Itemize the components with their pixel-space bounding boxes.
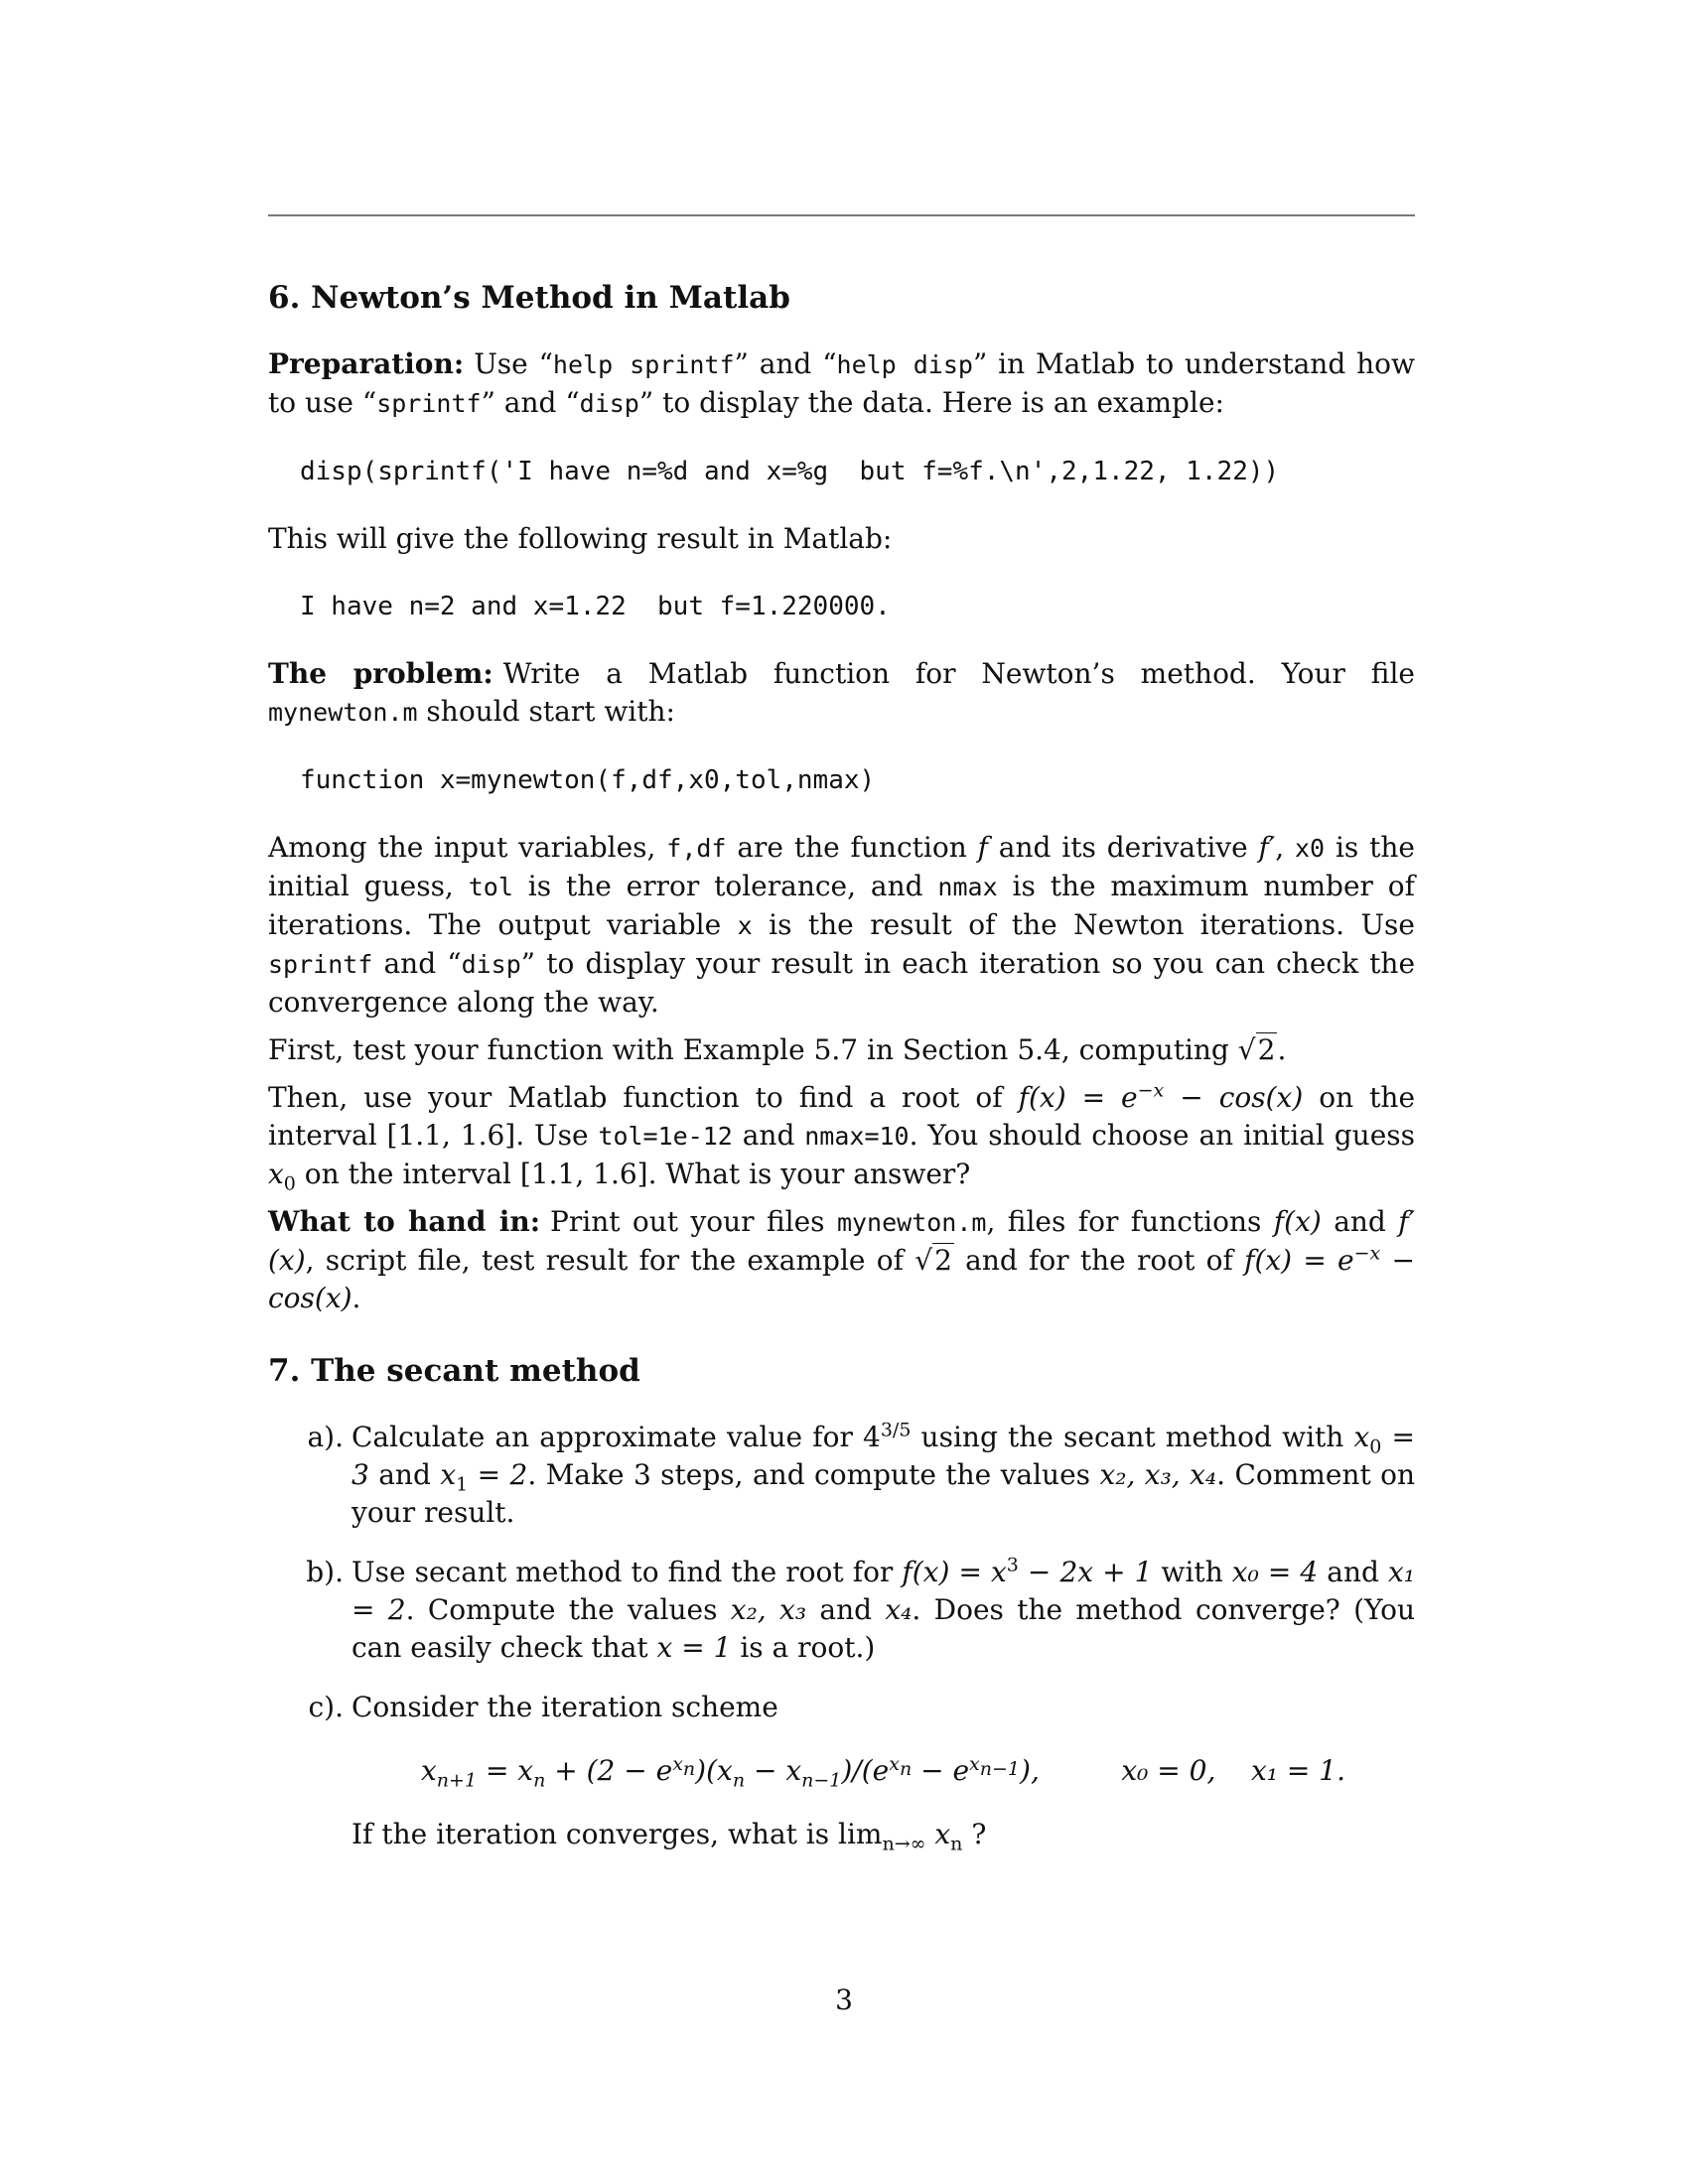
list-item-a: a). Calculate an approximate value for $4^{3/5}$ using the secant method with $x_0 = 3$ and $x_1 = 2$. Make 3 steps, and compute the values x₂, x₃, x₄. Comment on your result. [307,1419,1415,1529]
list-item-c: c). Consider the iteration scheme $x_{n+1} = x_n + (2 - e^{x_n})(x_n - x_{n-1})/(e^{x_n} - e^{x_{n-1}})$, x₀ = 0, x₁ = 1. If the iteration converges, what is $\lim_{n\to\infty} x_n$ ? [308,1691,1345,1855]
then-paragraph: Then, use your Matlab function to find a root of $f(x) = e^{-x} - \cos(x)$ on the interval [1.1, 1.6]. Use tol=1e-12 and nmax=10. You should choose an initial guess $x_0$ on the interval [1.1, 1.6]. What is your answer? [268,1079,1416,1195]
hand-in-paragraph: What to hand in: Print out your files mynewton.m, files for functions f(x) and f′(x), script file, test result for the example of √2 and for the root of $f(x) = e^{-x} - \cos(x)$. [268,1205,1416,1314]
section-6-title: 6. Newton’s Method in Matlab [268,280,790,316]
preparation-label: Preparation: [268,347,465,380]
preparation-paragraph: Preparation: Use “help sprintf” and “help disp” in Matlab to understand how to use “sprintf” and “disp” to display the data. Here is an example: [268,347,1415,419]
hand-in-label: What to hand in: [268,1205,541,1238]
code-signature: function x=mynewton(f,df,x0,tol,nmax) [300,765,876,795]
problem-paragraph: The problem: Write a Matlab function for Newton’s method. Your file mynewton.m should start with: [268,657,1415,728]
exercise-list [268,1419,1415,1853]
page-content [268,278,1415,1875]
variables-paragraph: Among the input variables, f,df are the function f and its derivative f′, x0 is the initial guess, tol is the error tolerance, and nmax is the maximum number of iterations. The output variable x is the result of the Newton iterations. Use sprintf and “disp” to display your result in each iteration so you can check the convergence along the way. [268,831,1416,1019]
list-item-b: b). Use secant method to find the root for $f(x) = x^3 - 2x + 1$ with x₀ = 4 and x₁ = 2. Compute the values x₂, x₃ and x₄. Does the method converge? (You can easily check that x = 1 is a root.) [306,1554,1416,1664]
sqrt-symbol: √2 [1237,1033,1276,1066]
test-paragraph: First, test your function with Example 5.7 in Section 5.4, computing √2. [268,1031,1415,1069]
header-rule [268,214,1415,216]
iteration-equation: $x_{n+1} = x_n + (2 - e^{x_n})(x_n - x_{n-1})/(e^{x_n} - e^{x_{n-1}})$, x₀ = 0, x₁ = 1. [421,1752,1345,1792]
problem-label: The problem: [268,657,493,690]
page-number: 3 [835,1983,853,2016]
code-result: I have n=2 and x=1.22 but f=1.220000. [300,592,891,621]
code-example: disp(sprintf('I have n=%d and x=%g but f=%f.\n',2,1.22, 1.22)) [300,457,1280,486]
sqrt-symbol: √2 [914,1244,952,1277]
result-intro: This will give the following result in Matlab: [268,522,893,555]
section-7-title: 7. The secant method [268,1353,640,1389]
